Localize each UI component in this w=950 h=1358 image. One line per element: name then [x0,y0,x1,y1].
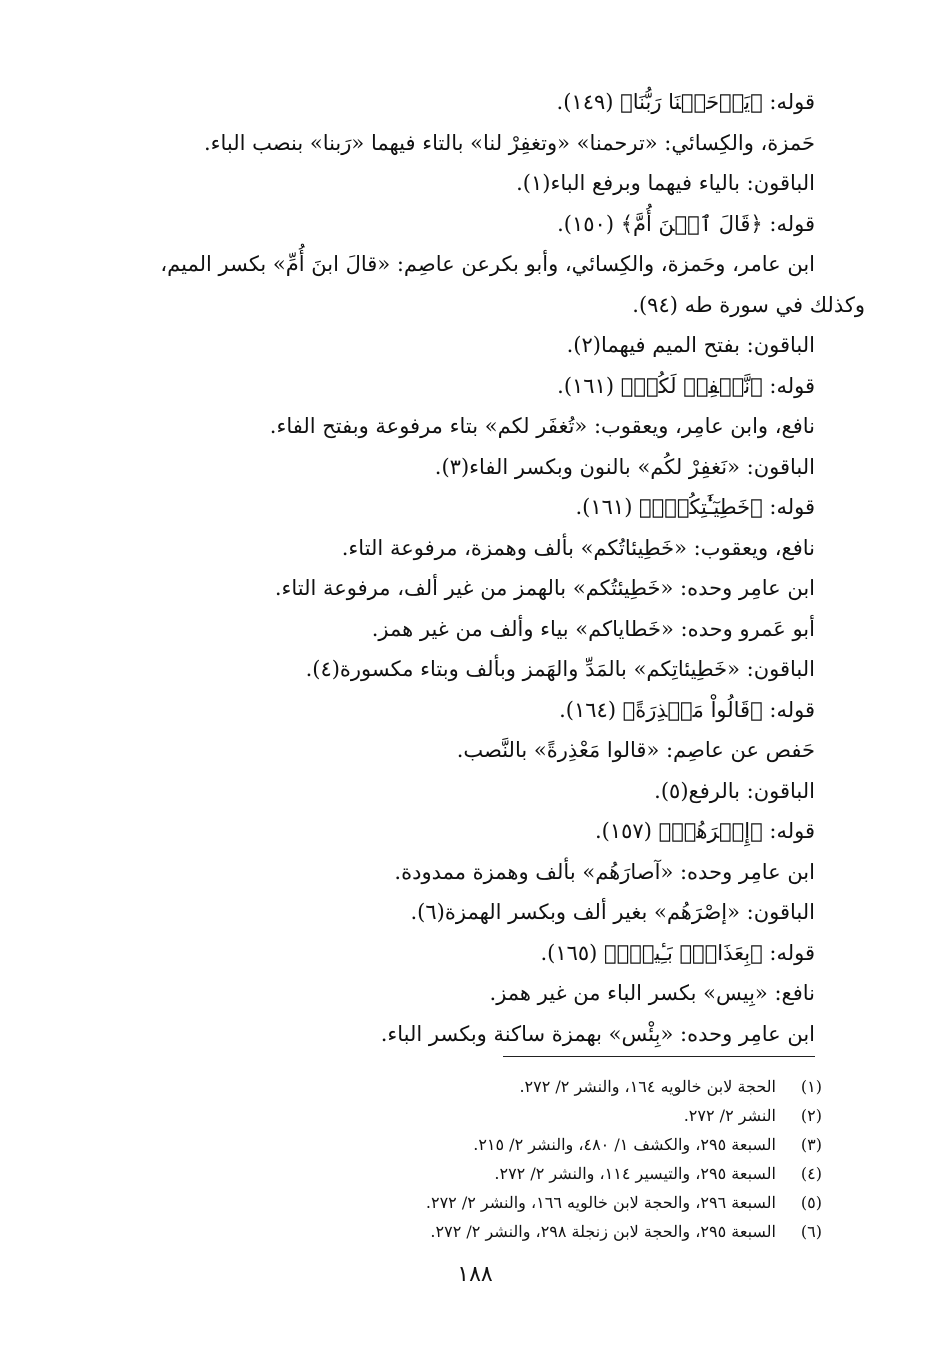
text-line: قوله: ﴿نَّغۡفِرۡ لَكُمۡ﴾ (١٦١). [557,373,815,398]
text-line: نافع، وابن عامِر، ويعقوب: «تُغفَر لكم» بتاء مرفوعة وبفتح الفاء. [269,414,815,438]
main-text [55,82,865,1054]
text-line: وكذلك في سورة طه (٩٤). [632,292,865,317]
text-line: الباقون: «خَطِيئاتِكم» بالمَدِّ والهَمز وبألف وبتاء مكسورة(٤). [305,657,815,681]
text-line: ابن عامِر وحده: «خَطِيئتُكم» بالهمز من غير ألف، مرفوعة التاء. [274,576,815,600]
footnote-number: (٦) [800,1222,822,1241]
text-line: نافع: «بِيس» بكسر الباء من غير همز. [489,981,815,1005]
footnote-item [302,1101,822,1130]
text-line: أبو عَمرو وحده: «خَطاياكم» بياء وألف من غير همز. [371,616,815,641]
footnote-text: السبعة ٢٩٥، والكشف ١/ ٤٨٠، والنشر ٢/ ٢١٥. [473,1135,776,1154]
text-line: حَفص عن عاصِم: «قالوا مَعْذِرةً» بالنَّصب. [456,738,815,762]
text-line: الباقون: «نَغفِرْ لكُم» بالنون وبكسر الفاء(٣). [434,454,815,479]
text-line: ابن عامِر وحده: «بِئْس» بهمزة ساكنة وبكسر الباء. [380,1021,815,1046]
text-line: نافع، ويعقوب: «خَطِيئاتُكم» بألف وهمزة، مرفوعة التاء. [341,535,815,560]
footnote-item [302,1188,822,1217]
text-line: قوله: ﴿إِصۡرَهُمۡ﴾ (١٥٧). [595,819,815,843]
footnote-item [302,1130,822,1159]
footnote-item [302,1159,822,1188]
text-line: ابن عامِر وحده: «آصارَهُم» بألف وهمزة ممدودة. [394,859,815,884]
footnote-number: (١) [800,1077,822,1096]
footnote-item [302,1072,822,1101]
text-line: قوله: ﴿قَالُواْ مَعۡذِرَةً﴾ (١٦٤). [559,697,815,722]
footnotes [302,1072,822,1246]
footnote-text: النشر ٢/ ٢٧٢. [683,1106,776,1125]
text-line: قوله: ﴿يَرۡحَمۡنَا رَبُّنَا﴾ (١٤٩). [556,90,815,114]
footnote-number: (٢) [800,1106,822,1125]
footnote-number: (٤) [800,1164,822,1183]
text-line: الباقون: بفتح الميم فيهما(٢). [566,333,815,357]
text-line: الباقون: «إصْرَهُم» بغير ألف وبكسر الهمزة(٦). [410,900,815,924]
text-line: الباقون: بالرفع(٥). [654,778,815,803]
footnote-divider [503,1056,815,1057]
footnote-number: (٣) [800,1135,822,1154]
text-line: حَمزة، والكِسائي: «ترحمنا» «وتغفِرْ لنا» بالتاء فيهما «رَبنا» بنصب الباء. [203,130,815,155]
text-line: الباقون: بالياء فيهما وبرفع الباء(١). [516,171,815,195]
text-line: قوله: ﴿بِعَذَابِۭ بَـِٔيسِۭ﴾ (١٦٥). [540,940,815,965]
page-number: ١٨٨ [457,1262,493,1287]
footnote-number: (٥) [800,1193,822,1212]
footnote-text: السبعة ٢٩٦، والحجة لابن خالويه ١٦٦، والنشر ٢/ ٢٧٢. [425,1193,776,1212]
text-line: قوله: ﴿خَطِيٓـَٰٔتِكُمۡۚ﴾ (١٦١). [575,495,815,519]
footnote-text: السبعة ٢٩٥، والتيسير ١١٤، والنشر ٢/ ٢٧٢. [494,1164,776,1183]
footnote-text: السبعة ٢٩٥، والحجة لابن زنجلة ٢٩٨، والنشر ٢/ ٢٧٢. [430,1222,776,1241]
text-line: ابن عامر، وحَمزة، والكِسائي، وأبو بكرعن عاصِم: «قالَ ابنَ أُمِّ» بكسر الميم، [160,252,815,276]
footnote-item [302,1217,822,1246]
text-line: قوله: ﴿قَالَ ٱبۡنَ أُمَّ﴾ (١٥٠). [557,211,815,236]
footnote-text: الحجة لابن خالويه ١٦٤، والنشر ٢/ ٢٧٢. [519,1077,776,1096]
